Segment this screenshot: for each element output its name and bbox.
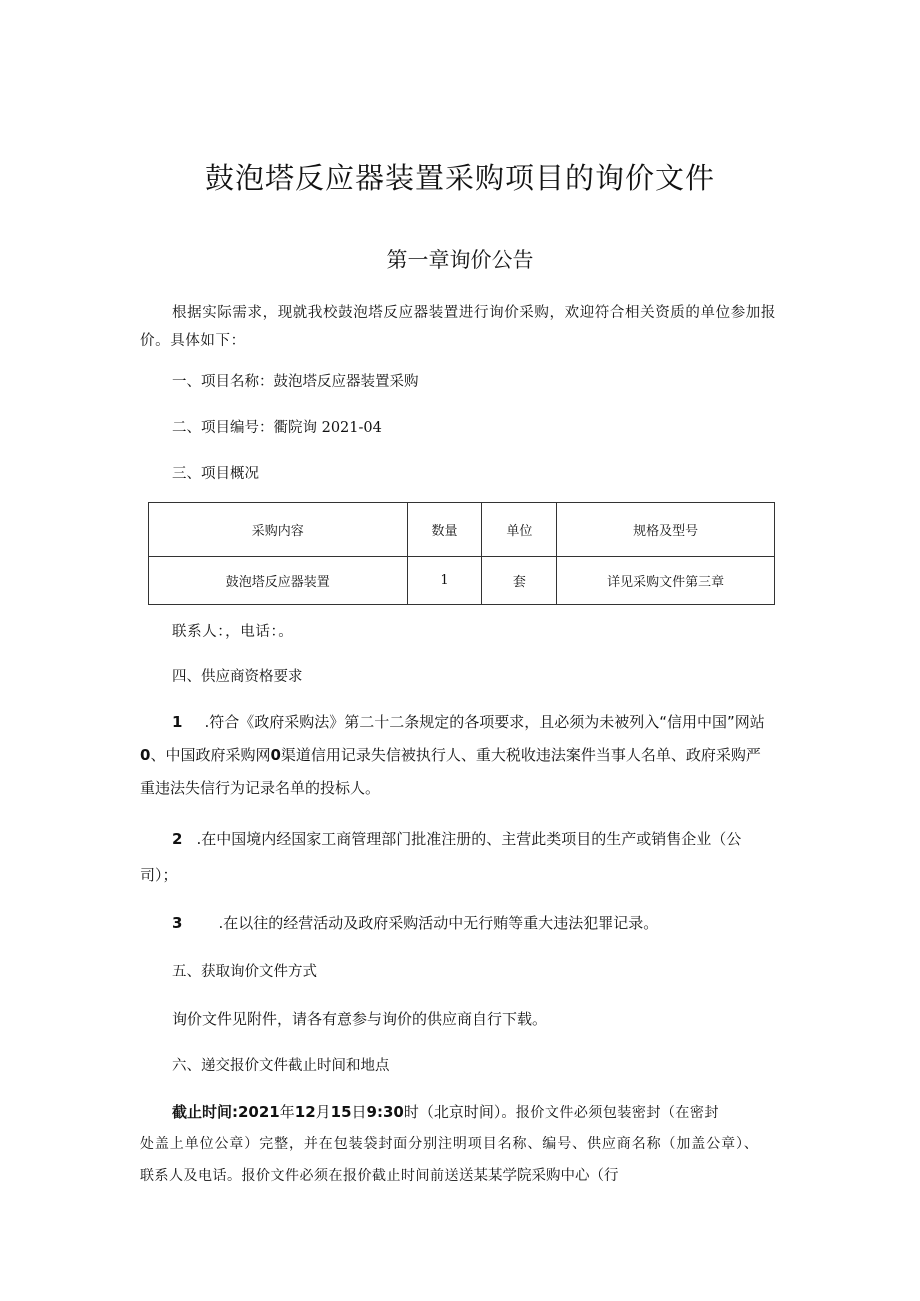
deadline-text: 年: [279, 1103, 295, 1121]
requirement-1-text-part: 、中国政府采购网: [150, 746, 271, 764]
table-cell: 详见采购文件第三章: [557, 557, 775, 605]
project-overview-heading: 三、项目概况: [172, 466, 259, 482]
deadline-line-2: 处盖上单位公章）完整，并在包装袋封面分别注明项目名称、编号、供应商名称（加盖公章）、: [140, 1136, 759, 1152]
deadline-day: 15: [330, 1103, 352, 1121]
requirement-1-text: .符合《政府采购法》第二十二条规定的各项要求，且必须为未被列入“信用中国”网站: [204, 713, 765, 731]
deadline-text: 日: [351, 1103, 367, 1121]
deadline-rest: 。报价文件必须包装密封（在密封: [501, 1105, 719, 1121]
deadline-text: 时（北京时间）: [403, 1103, 502, 1121]
requirement-1-line-2: [140, 744, 761, 765]
supplier-requirements-heading: 四、供应商资格要求: [172, 669, 303, 685]
requirement-2-number: 2: [172, 830, 183, 848]
requirement-3-number: 3: [172, 914, 183, 932]
table-cell: 鼓泡塔反应器装置: [149, 557, 408, 605]
requirement-2-line-2: 司）；: [140, 866, 178, 884]
obtain-document-heading: 五、获取询价文件方式: [172, 964, 317, 980]
deadline-month: 12: [294, 1103, 316, 1121]
deadline-label: 截止时间:: [172, 1103, 238, 1121]
project-number-value: 衢院询 2021-04: [273, 420, 382, 436]
deadline-line-3-text: 联系人及电话。报价文件必须在报价截止时间前送: [140, 1168, 459, 1184]
zero-marker: 0: [140, 746, 151, 764]
submission-heading: 六、递交报价文件截止时间和地点: [172, 1058, 390, 1074]
table-header-row: [149, 503, 775, 557]
requirement-1-text-part: 渠道信用记录失信被执行人、重大税收违法案件当事人名单、政府采购严: [280, 746, 761, 764]
document-title: 鼓泡塔反应器装置采购项目的询价文件: [204, 161, 715, 195]
deadline-line-3: [140, 1164, 619, 1185]
table-header-cell: 采购内容: [149, 503, 408, 557]
table-header-cell: 数量: [407, 503, 482, 557]
project-number-label: 二、项目编号：: [172, 420, 274, 436]
procurement-table: [148, 502, 775, 605]
table-cell: 套: [482, 557, 557, 605]
deadline-line-3-place: 送某某学院采购中心（行: [459, 1168, 619, 1184]
chapter-title: 第一章询价公告: [386, 248, 534, 272]
contact-line: 联系人：，电话：。: [172, 624, 294, 640]
intro-line-1: 根据实际需求，现就我校鼓泡塔反应器装置进行询价采购，欢迎符合相关资质的单位参加报: [172, 305, 776, 321]
requirement-3-line-1: [172, 912, 658, 933]
project-name-label: 一、项目名称：: [172, 374, 274, 390]
deadline-year: 2021: [238, 1103, 280, 1121]
table-cell: 1: [407, 557, 482, 605]
requirement-2-text: .在中国境内经国家工商管理部门批准注册的、主营此类项目的生产或销售企业（公: [196, 830, 742, 848]
requirement-3-text: .在以往的经营活动及政府采购活动中无行贿等重大违法犯罪记录。: [218, 914, 659, 932]
table-row: [149, 557, 775, 605]
project-name: [172, 370, 419, 391]
requirement-2-line-1: [172, 828, 741, 849]
requirement-1-line-3: 重违法失信行为记录名单的投标人。: [140, 779, 381, 797]
table-header-cell: 规格及型号: [557, 503, 775, 557]
intro-line-2: 价。具体如下：: [140, 333, 246, 349]
deadline-line-1: [172, 1101, 719, 1122]
project-name-value: 鼓泡塔反应器装置采购: [273, 374, 419, 390]
obtain-document-text: 询价文件见附件，请各有意参与询价的供应商自行下载。: [172, 1010, 548, 1028]
project-number: [172, 416, 382, 437]
table-header-cell: 单位: [482, 503, 557, 557]
zero-marker: 0: [270, 746, 281, 764]
requirement-1-number: 1: [172, 713, 183, 731]
deadline-time: 9:30: [366, 1103, 404, 1121]
deadline-text: 月: [315, 1103, 331, 1121]
requirement-1-line-1: [172, 711, 765, 732]
